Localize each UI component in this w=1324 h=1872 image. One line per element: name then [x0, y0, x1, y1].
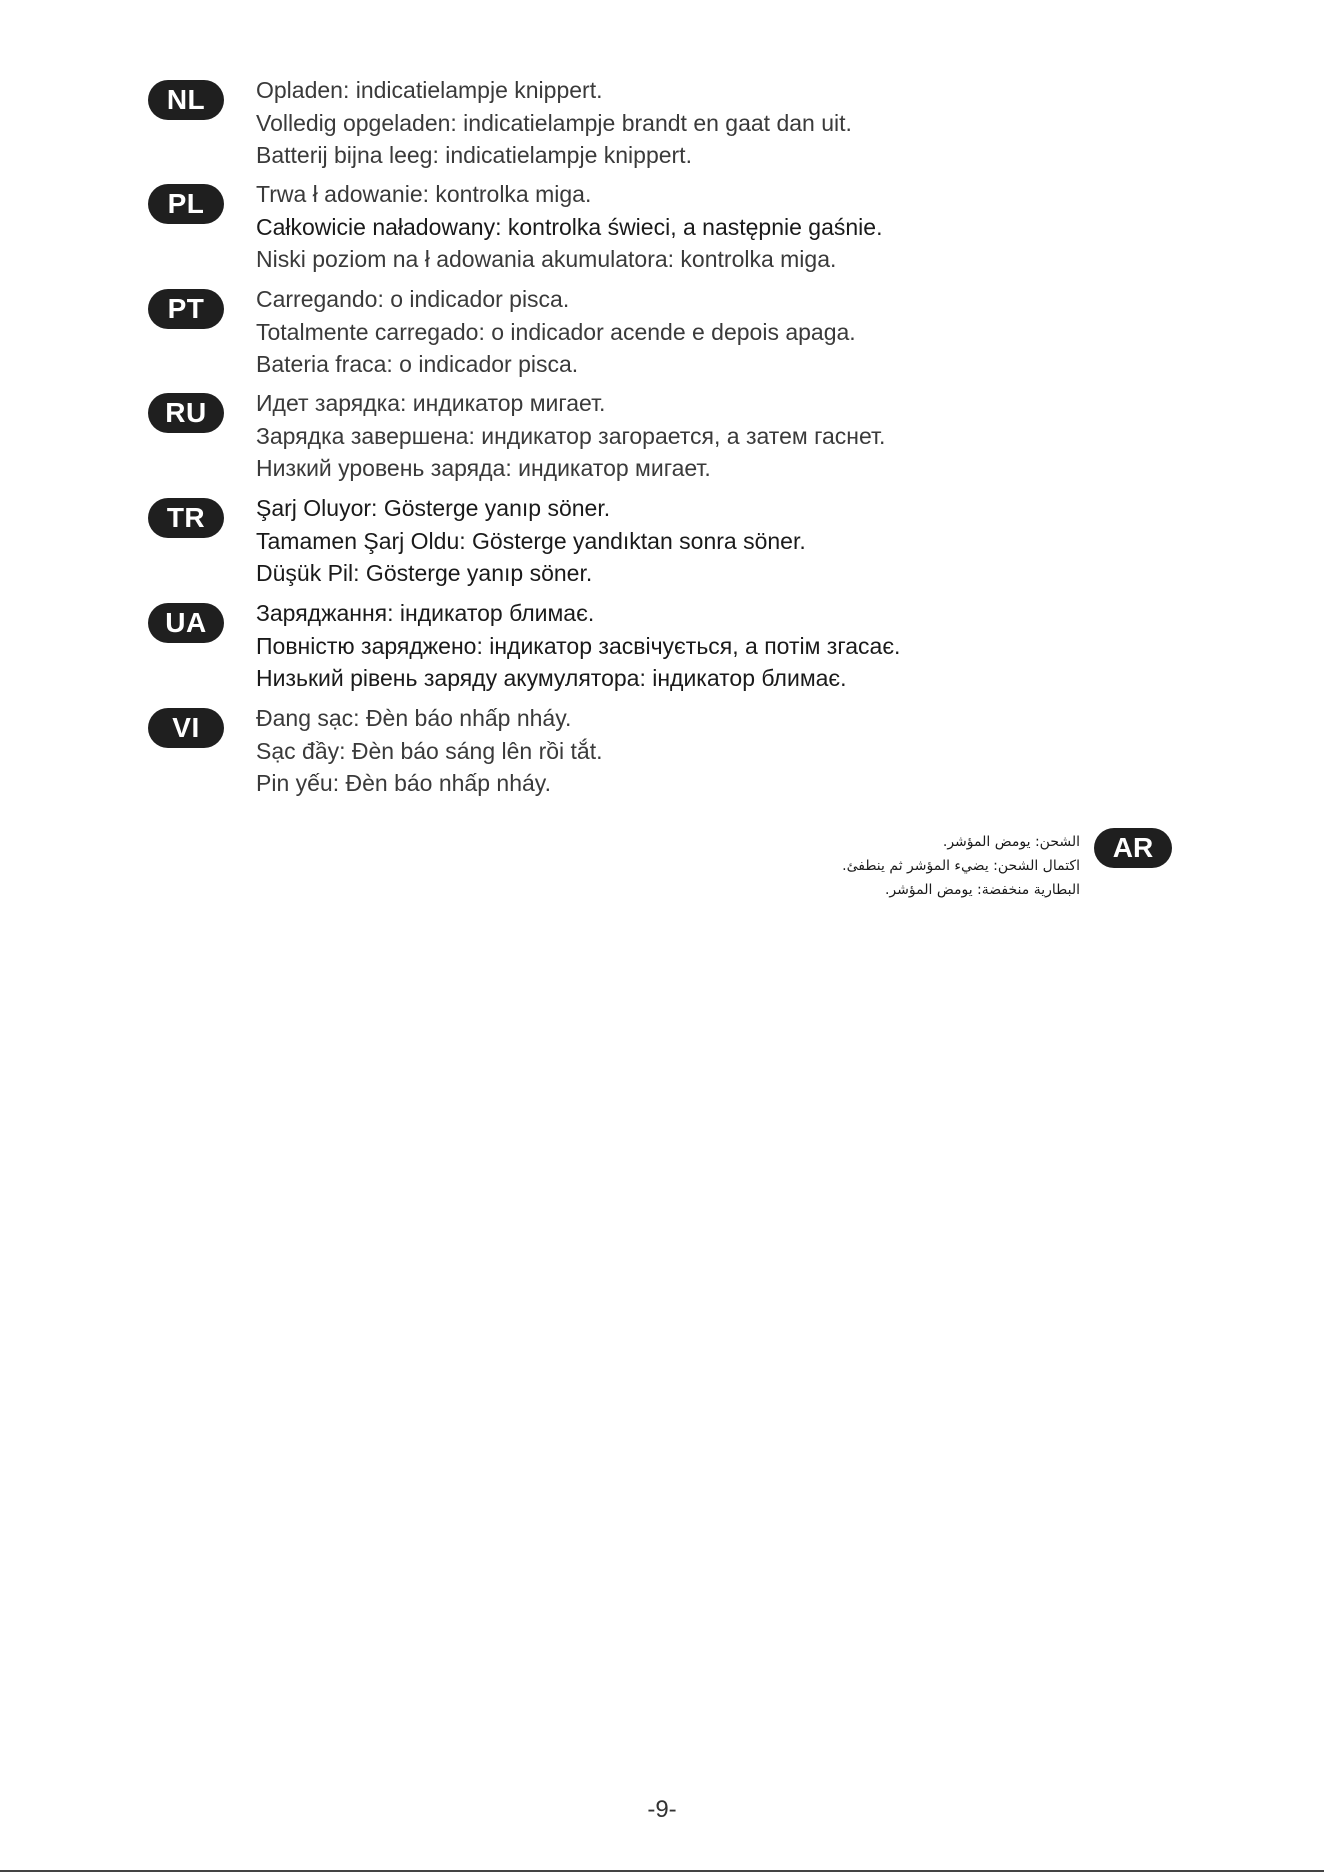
- lang-badge-tr: TR: [148, 498, 224, 538]
- lang-badge-ua: UA: [148, 603, 224, 643]
- lang-badge-vi: VI: [148, 708, 224, 748]
- lang-lines-vi: [256, 702, 1196, 800]
- lang-badge-ru: RU: [148, 393, 224, 433]
- lang-lines-nl: [256, 74, 1196, 172]
- line-charging: Đang sạc: Đèn báo nhấp nháy.: [256, 705, 572, 731]
- lang-badge-pl: PL: [148, 184, 224, 224]
- line-charging: الشحن: يومض المؤشر.: [942, 834, 1080, 850]
- lang-lines-ru: [256, 387, 1196, 485]
- line-low-battery: Pin yếu: Đèn báo nhấp nháy.: [256, 770, 551, 796]
- page-number: -9-: [647, 1796, 677, 1823]
- line-low-battery: Niski poziom na ł adowania akumulatora: kontrolka miga.: [256, 246, 837, 272]
- line-fully-charged: Całkowicie naładowany: kontrolka świeci, a następnie gaśnie.: [256, 213, 883, 240]
- line-fully-charged: Volledig opgeladen: indicatielampje brandt en gaat dan uit.: [256, 109, 852, 136]
- line-fully-charged: Повністю заряджено: індикатор засвічується, а потім згасає.: [256, 632, 901, 659]
- line-low-battery: Batterij bijna leeg: indicatielampje knippert.: [256, 142, 692, 168]
- lang-lines-ua: [256, 597, 1196, 695]
- lang-lines-tr: [256, 492, 1196, 590]
- line-charging: Заряджання: індикатор блимає.: [256, 600, 595, 626]
- lang-block-ar: [572, 828, 1172, 908]
- lang-badge-pt: PT: [148, 289, 224, 329]
- line-charging: Şarj Oluyor: Gösterge yanıp söner.: [256, 495, 611, 521]
- line-low-battery: Низький рівень заряду акумулятора: індикатор блимає.: [256, 665, 847, 691]
- line-charging: Carregando: o indicador pisca.: [256, 286, 570, 312]
- line-low-battery: Низкий уровень заряда: индикатор мигает.: [256, 455, 711, 481]
- line-fully-charged: اكتمال الشحن: يضيء المؤشر ثم ينطفئ.: [842, 858, 1080, 874]
- line-fully-charged: Зарядка завершена: индикатор загорается, а затем гаснет.: [256, 422, 886, 449]
- line-low-battery: Bateria fraca: o indicador pisca.: [256, 351, 579, 377]
- lang-badge-ar: AR: [1094, 828, 1172, 868]
- line-charging: Идет зарядка: индикатор мигает.: [256, 390, 606, 416]
- line-charging: Trwa ł adowanie: kontrolka miga.: [256, 181, 592, 207]
- line-fully-charged: Tamamen Şarj Oldu: Gösterge yandıktan sonra söner.: [256, 527, 806, 554]
- line-charging: Opladen: indicatielampje knippert.: [256, 77, 603, 103]
- line-fully-charged: Sạc đầy: Đèn báo sáng lên rồi tắt.: [256, 737, 603, 764]
- line-low-battery: Düşük Pil: Gösterge yanıp söner.: [256, 560, 593, 586]
- lang-badge-nl: NL: [148, 80, 224, 120]
- lang-lines-pl: [256, 178, 1196, 276]
- line-low-battery: البطارية منخفضة: يومض المؤشر.: [884, 882, 1080, 898]
- lang-lines-ar: [842, 830, 1080, 902]
- line-fully-charged: Totalmente carregado: o indicador acende e depois apaga.: [256, 318, 856, 345]
- lang-lines-pt: [256, 283, 1196, 381]
